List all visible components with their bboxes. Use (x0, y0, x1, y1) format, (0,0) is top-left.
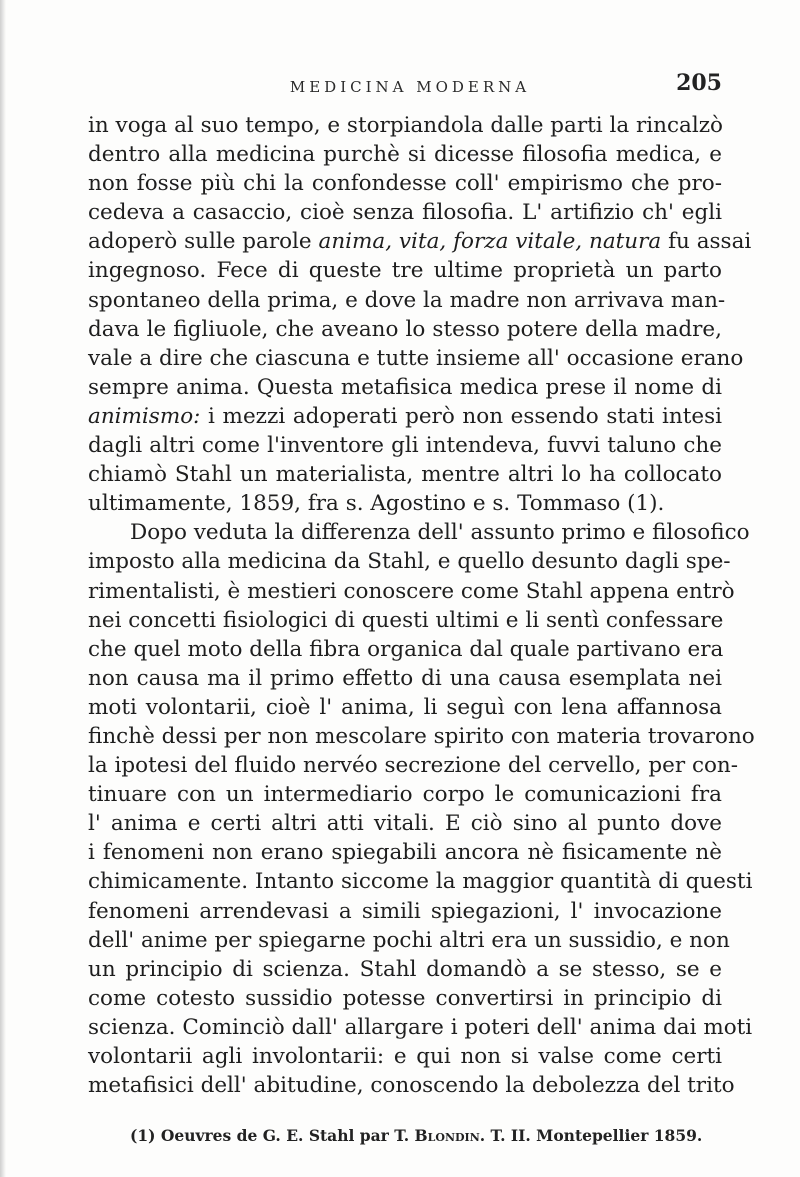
text-segment: imposto alla medicina da Stahl, e quello desunto dagli spe- (88, 549, 731, 575)
text-segment: ultimamente, 1859, fra s. Agostino e s. Tommaso (1). (88, 491, 665, 517)
text-segment: dentro alla medicina purchè si dicesse filosofia medica, e (88, 142, 722, 168)
text-segment: non causa ma il primo effetto di una causa esemplata nei (88, 665, 722, 691)
text-line (88, 198, 722, 227)
text-segment: rimentalisti, è mestieri conoscere come Stahl appena entrò (88, 578, 735, 604)
text-segment: nei concetti fisiologici di questi ultimi e li sentì confessare (88, 607, 724, 633)
text-segment: che quel moto della fibra organica dal quale partivano era (88, 636, 724, 662)
page-edge-shadow (0, 0, 6, 1177)
text-segment: sempre anima. Questa metafisica medica prese il nome di (88, 374, 722, 400)
running-title: MEDICINA MODERNA (289, 78, 531, 96)
text-line (88, 984, 722, 1013)
text-segment: l' anima e certi altri atti vitali. E ciò sino al punto dove (88, 811, 722, 837)
text-line (88, 431, 722, 460)
text-segment: ingegnoso. Fece di queste tre ultime proprietà un parto (88, 258, 722, 284)
text-segment: vale a dire che ciascuna e tutte insieme all' occasione erano (88, 345, 744, 371)
text-segment: in voga al suo tempo, e storpiandola dalle parti la rincalzò (88, 113, 724, 138)
footnote-text: (1) Oeuvres de G. E. Stahl par T. (130, 1126, 415, 1145)
text-line (88, 722, 755, 751)
text-line (88, 664, 722, 693)
text-line (88, 402, 722, 431)
text-line (88, 751, 739, 780)
text-line (88, 577, 735, 606)
text-line (88, 315, 722, 344)
italic-phrase: anima, vita, forza vitale, natura (318, 229, 662, 255)
text-segment: metafisici dell' abitudine, conoscendo la debolezza del trito (88, 1073, 735, 1099)
text-segment: finchè dessi per non mescolare spirito con materia trovarono (88, 723, 755, 749)
text-segment: non fosse più chi la confondesse coll' empirismo che pro- (88, 171, 722, 197)
text-line (88, 955, 722, 984)
text-segment: chimicamente. Intanto siccome la maggior quantità di questi (88, 869, 753, 895)
footnote-author: Blondin (414, 1126, 480, 1145)
text-line (88, 1013, 753, 1042)
text-line (88, 373, 722, 402)
text-segment: tinuare con un intermediario corpo le comunicazioni fra (88, 782, 722, 808)
text-segment: i fenomeni non erano spiegabili ancora nè fisicamente nè (88, 840, 722, 866)
italic-phrase: animismo: (88, 403, 201, 429)
text-segment: dava le figliuole, che aveano lo stesso potere della madre, (88, 316, 722, 342)
text-line (88, 693, 722, 722)
text-segment: Dopo veduta la differenza dell' assunto primo e filosofico (130, 520, 750, 546)
text-segment: la ipotesi del fluido nervéo secrezione del cervello, per con- (88, 753, 739, 779)
text-line (88, 838, 722, 867)
text-line (88, 606, 722, 635)
text-segment: moti volontarii, cioè l' anima, li seguì con lena affannosa (88, 694, 722, 720)
text-segment: dagli altri come l'inventore gli intendeva, fuvvi taluno che (88, 433, 722, 459)
text-line (88, 1042, 722, 1071)
text-line (88, 111, 722, 140)
page-header (88, 70, 722, 104)
text-line (88, 518, 750, 547)
text-line (88, 489, 722, 518)
text-segment: un principio di scienza. Stahl domandò a se stesso, se e (88, 956, 722, 982)
text-segment: adoperò sulle parole (88, 229, 319, 255)
text-segment: fu assai (661, 229, 752, 255)
text-segment: dell' anime per spiegarne pochi altri era un sussidio, e non (88, 927, 730, 953)
text-segment: cedeva a casaccio, cioè senza filosofia. L' artifizio ch' egli (88, 200, 722, 226)
text-segment: fenomeni arrendevasi a simili spiegazioni, l' invocazione (88, 898, 722, 924)
text-segment: chiamò Stahl un materialista, mentre altri lo ha collocato (88, 462, 722, 488)
footnote-text-end: . T. II. Montepellier 1859. (479, 1126, 703, 1145)
text-segment: i mezzi adoperati però non essendo stati intesi (200, 403, 722, 429)
text-line (88, 809, 722, 838)
text-segment: come cotesto sussidio potesse convertirsi in principio di (88, 985, 722, 1011)
page-number: 205 (676, 70, 722, 96)
footnote (130, 1126, 720, 1145)
text-line (88, 169, 722, 198)
text-line (88, 1071, 735, 1100)
text-segment: volontarii agli involontarii: e qui non si valse come certi (88, 1044, 722, 1069)
text-line (88, 897, 722, 926)
text-line (88, 635, 722, 664)
text-line (88, 460, 722, 489)
text-line (88, 547, 731, 576)
text-line (88, 140, 722, 169)
text-line (88, 227, 752, 256)
text-segment: spontaneo della prima, e dove la madre non arrivava man- (88, 287, 726, 313)
text-line (88, 286, 726, 315)
body-text (88, 111, 755, 1100)
text-line (88, 780, 722, 809)
text-line (88, 256, 722, 285)
text-line (88, 867, 753, 896)
text-line (88, 344, 744, 373)
text-line (88, 926, 730, 955)
text-segment: scienza. Cominciò dall' allargare i poteri dell' anima dai moti (88, 1014, 753, 1040)
